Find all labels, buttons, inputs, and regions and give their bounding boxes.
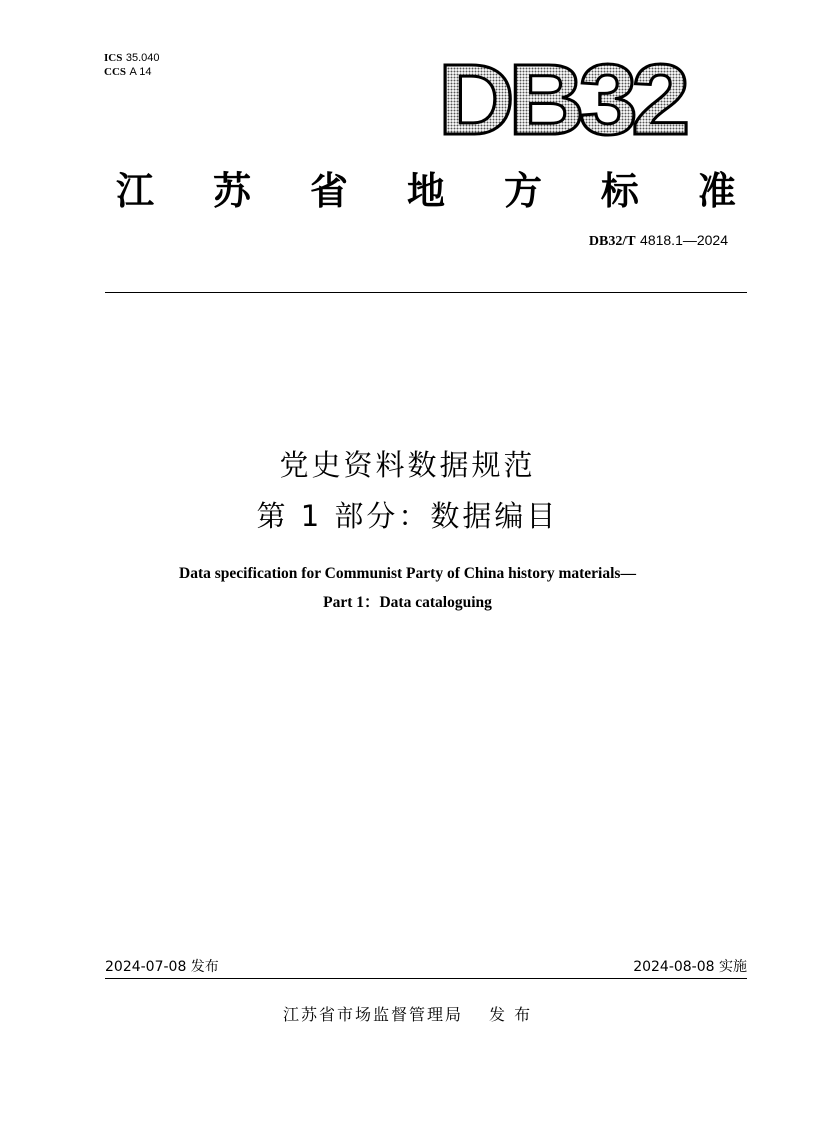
standard-number-prefix: DB32/T [588,234,636,249]
issuer-action: 发 布 [489,1005,533,1024]
standard-type-char: 标 [600,168,639,213]
implement-date: 2024-08-08 实施 [633,959,747,975]
standard-type-char: 方 [503,168,542,213]
standard-type-char: 苏 [212,168,251,213]
standard-type-char: 准 [697,168,736,213]
classification-block [104,51,160,79]
standard-type-char: 省 [309,168,348,213]
standard-number-suffix: 4818.1—2024 [640,232,728,248]
title-en-line2: Part 1：Data cataloguing [323,594,492,611]
standard-type-heading [116,162,736,212]
standard-type-char: 地 [406,168,445,213]
ics-key: ICS [104,52,123,64]
publish-date: 2024-07-08 发布 [105,959,219,975]
standard-number [589,232,728,250]
issuer-name: 江苏省市场监督管理局 [283,1005,464,1024]
ccs-value: A 14 [129,66,152,78]
title-cn-line1: 党史资料数据规范 [279,448,536,482]
issuer-line [283,1002,532,1025]
ics-value: 35.040 [125,52,160,64]
ics-line [104,51,160,65]
ccs-line [104,65,160,79]
logo-text: DB32 [438,52,687,142]
standard-type-char: 江 [116,168,155,213]
ccs-key: CCS [104,66,127,78]
top-divider [105,292,747,293]
title-cn-line2: 第 1 部分：数据编目 [256,499,559,533]
bottom-divider [105,978,747,979]
db32-logo [438,52,688,142]
title-en-line1: Data specification for Communist Party of China history materials— [179,565,636,582]
